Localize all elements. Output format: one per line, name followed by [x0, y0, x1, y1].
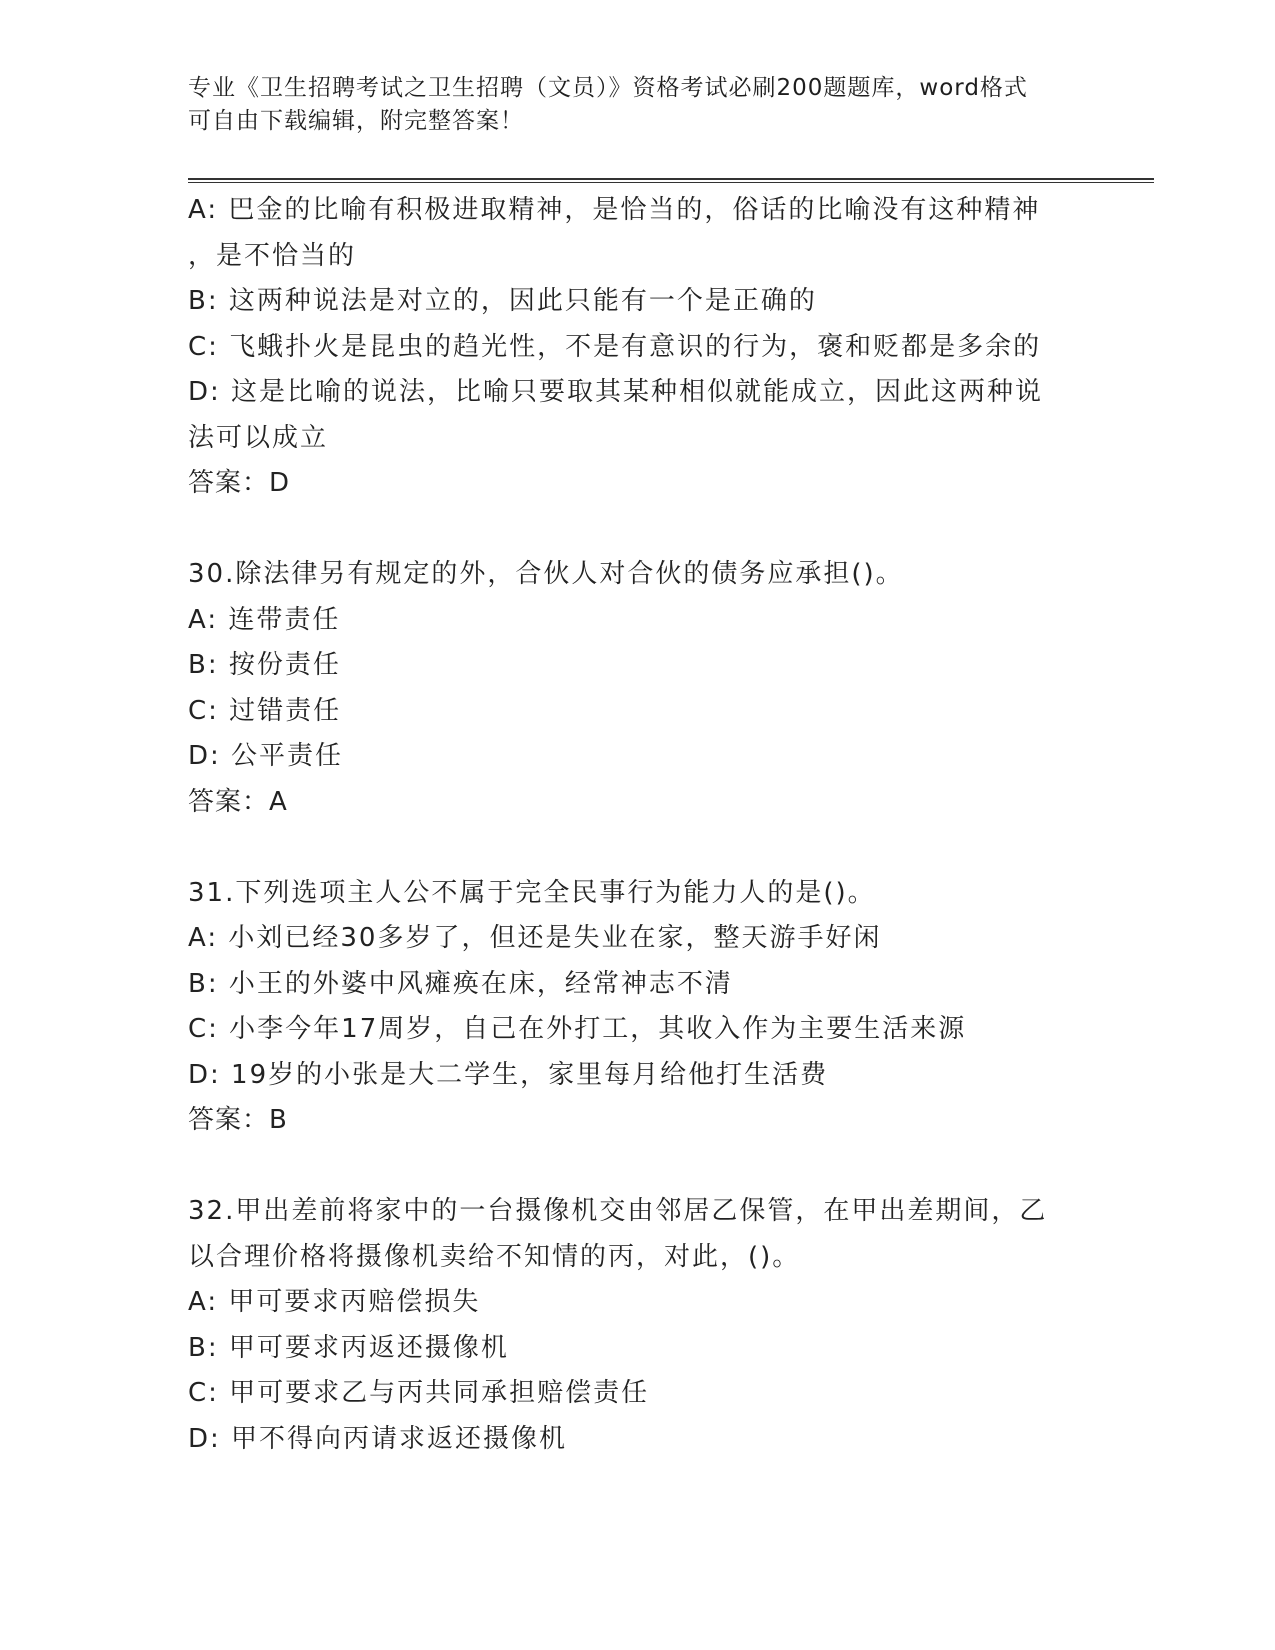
option-b: B: 这两种说法是对立的，因此只能有一个是正确的	[188, 286, 817, 316]
option-a: A: 连带责任	[188, 604, 341, 635]
option-d: D: 公平责任	[188, 741, 344, 771]
header-divider	[188, 178, 1154, 183]
option-c: C: 过错责任	[188, 695, 342, 726]
document-header	[188, 72, 1068, 138]
question-block-30	[188, 552, 1088, 825]
option-c: C: 飞蛾扑火是昆虫的趋光性，不是有意识的行为，褒和贬都是多余的	[188, 331, 1042, 362]
option-b: B: 按份责任	[188, 650, 341, 680]
spacer	[188, 1144, 1088, 1190]
question-block-29	[188, 188, 1088, 507]
option-a: A: 小刘已经30多岁了，但还是失业在家，整天游手好闲	[188, 923, 882, 953]
option-a: A: 甲可要求丙赔偿损失	[188, 1287, 481, 1317]
question-stem: 30.除法律另有规定的外，合伙人对合伙的债务应承担()。	[188, 559, 904, 589]
answer: 答案：B	[188, 1105, 288, 1135]
option-d-line-1: D: 这是比喻的说法，比喻只要取其某种相似就能成立，因此这两种说	[188, 377, 1044, 407]
spacer	[188, 825, 1088, 871]
option-b: B: 小王的外婆中风瘫痪在床，经常神志不清	[188, 968, 733, 999]
question-block-32	[188, 1189, 1088, 1462]
header-title-line-1: 专业《卫生招聘考试之卫生招聘（文员）》资格考试必刷200题题库，word格式	[188, 75, 1028, 101]
answer: 答案：A	[188, 786, 288, 817]
option-a-line-2: ，是不恰当的	[188, 240, 357, 271]
option-b: B: 甲可要求丙返还摄像机	[188, 1332, 509, 1363]
option-a-line-1: A: 巴金的比喻有积极进取精神，是恰当的，俗话的比喻没有这种精神	[188, 195, 1041, 225]
option-c: C: 甲可要求乙与丙共同承担赔偿责任	[188, 1378, 650, 1408]
spacer	[188, 507, 1088, 553]
question-block-31	[188, 871, 1088, 1144]
question-stem-line-2: 以合理价格将摄像机卖给不知情的丙，对此，()。	[188, 1241, 801, 1272]
option-d-line-2: 法可以成立	[188, 422, 329, 453]
question-stem: 31.下列选项主人公不属于完全民事行为能力人的是()。	[188, 877, 876, 908]
question-stem-line-1: 32.甲出差前将家中的一台摄像机交由邻居乙保管，在甲出差期间，乙	[188, 1196, 1048, 1226]
answer: 答案：D	[188, 468, 291, 498]
option-d: D: 甲不得向丙请求返还摄像机	[188, 1423, 568, 1454]
option-d: D: 19岁的小张是大二学生，家里每月给他打生活费	[188, 1059, 829, 1090]
question-list	[188, 188, 1088, 1462]
option-c: C: 小李今年17周岁，自己在外打工，其收入作为主要生活来源	[188, 1014, 967, 1044]
header-title-line-2: 可自由下载编辑，附完整答案！	[188, 108, 524, 134]
